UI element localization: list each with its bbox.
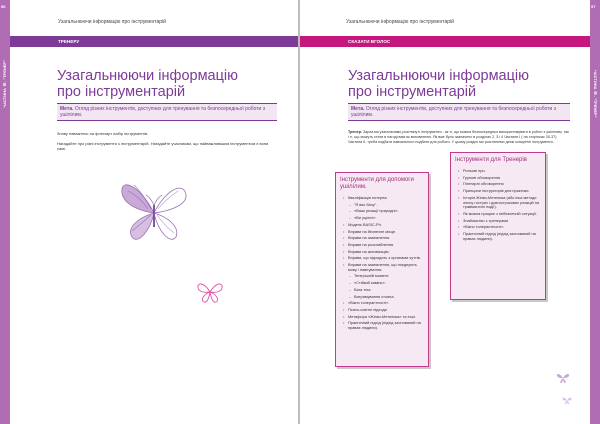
list-item: – "Я вас бачу". xyxy=(354,203,424,208)
small-butterfly-illustration xyxy=(196,280,224,304)
list-item: • Рольові ігри. xyxy=(463,169,541,174)
left-goal-box xyxy=(57,103,277,121)
left-title-line-1: Узагальнюючи інформацію xyxy=(57,68,239,84)
left-section-band: ТРЕНЕРУ xyxy=(10,36,298,47)
list-item: • Вправи, що підходять з органами чуттів. xyxy=(348,256,424,261)
list-item: • Вправи на активізацію. xyxy=(348,250,424,255)
page-gutter xyxy=(298,0,300,424)
right-goal-box xyxy=(348,103,570,121)
survivor-tools-box xyxy=(335,172,429,367)
trainer-tools-box xyxy=(450,152,546,300)
right-title-line-2: про інструментарій xyxy=(348,84,477,100)
right-side-tab xyxy=(590,0,600,424)
left-goal-label: Мета. xyxy=(60,106,74,112)
list-item: – «Ви уцілілі». xyxy=(354,216,424,221)
left-page-number: 96 xyxy=(1,4,6,9)
left-page xyxy=(0,0,298,424)
list-item: – Теперішній момент. xyxy=(354,274,424,279)
left-title-line-2: про інструментарій xyxy=(57,84,186,100)
right-running-header: Узагальнюючи інформацію про інструментарій xyxy=(346,19,454,25)
list-item: • Модель BASIC-Ph. xyxy=(348,223,424,228)
left-side-tab xyxy=(0,0,10,424)
list-item: • Вправи на розслаблення. xyxy=(348,243,424,248)
list-item: • Історія Жінки-Метелика (або інші методи опису гострих і довгострокових реакцій на травматичні події). xyxy=(463,196,541,210)
right-title-line-1: Узагальнюючи інформацію xyxy=(348,68,530,84)
list-item: • Групові обговорення xyxy=(463,176,541,181)
list-item: • Вправи на заземлення, що поєднують мову і навігування: xyxy=(348,263,424,272)
list-item: – Витримування стояна. xyxy=(354,295,424,300)
list-item: • Метафора «Жінки-Метелика» та інші. xyxy=(348,315,424,320)
list-item: • Знайомство з тренерами xyxy=(463,219,541,224)
right-section-band: СКАЗАТИ ВГОЛОС xyxy=(300,36,590,47)
tiny-butterfly-icon xyxy=(562,396,572,405)
list-item: • Психо-освітні підходи xyxy=(348,308,424,313)
right-goal-label: Мета. xyxy=(351,106,365,112)
list-item: – «Стійкий камінь». xyxy=(354,281,424,286)
list-item: • Практичний підхід (підхід заснований на правах людини). xyxy=(348,321,424,330)
survivor-tools-title: Інструменти для допомоги ушілілим. xyxy=(340,177,414,190)
list-item: • Кваліфікація потерпа: xyxy=(348,196,424,201)
right-side-label: ЧАСТИНА Ⅲ. "ТРЕНЕР" xyxy=(593,70,598,118)
list-item: • Як можна працює з небезпечній ситуації. xyxy=(463,212,541,217)
trainer-tools-title: Інструменти для Тренерів xyxy=(455,157,527,163)
list-item: • Практичний підхід (підхід заснований на правах людини). xyxy=(463,232,541,241)
right-trainer-text: Зараз ми узагальнимо розглянуті інструменти - як ті, що можна безпосередньо використовувати в роботі з ушілілим, так і ті, що можуть стати в нагоді вам як вихователю. Як вже було зазначено в розділах 2, 3 і 4 Частини І ( на сторінках 30-37) Частина II, треба подбати навчального подбати для роботи. У цьому розділі ми розглянемо деякі конкретні інструменти. xyxy=(348,130,569,144)
right-page-number: 97 xyxy=(591,4,596,9)
right-page xyxy=(300,0,600,424)
left-goal-text: Огляд різних інструментів, доступних для тренування та безпосередньої роботи з ушілілим. xyxy=(60,106,266,119)
tiny-butterfly-icon xyxy=(556,372,570,384)
list-item: • «Вікно толерантності». xyxy=(348,301,424,306)
list-item: – Вага тіла. xyxy=(354,288,424,293)
list-item: • Вправи на безпечне місце. xyxy=(348,230,424,235)
list-item: – «Ваші реакції природні». xyxy=(354,209,424,214)
left-side-label: ЧАСТИНА Ⅲ. "ТРЕНЕР" xyxy=(2,60,7,108)
left-running-header: Узагальнюючи інформацію про інструментарій xyxy=(58,19,166,25)
left-page-title xyxy=(57,68,238,100)
large-butterfly-illustration xyxy=(118,175,190,249)
list-item: • «Вікно толерантності». xyxy=(463,225,541,230)
left-paragraph-1: Знову наважтесь на фліпчарт набір інструментів. xyxy=(57,131,149,136)
list-item: • Вправи на заземлення. xyxy=(348,236,424,241)
right-goal-text: Огляд різних інструментів, доступних для тренування та безпосередньої роботи з ушілілим. xyxy=(351,106,557,119)
list-item: • Принципи інструкторів для практики. xyxy=(463,189,541,194)
left-paragraph-2: Нагадайте про різні інструменти з інструментарій. Нагадайте учасникам, що найважливішим інструментом є вони самі. xyxy=(57,141,269,152)
list-item: • Пленарні обговорення xyxy=(463,182,541,187)
right-trainer-paragraph xyxy=(348,130,570,145)
right-page-title xyxy=(348,68,529,100)
right-trainer-label: Тренер. xyxy=(348,130,362,134)
